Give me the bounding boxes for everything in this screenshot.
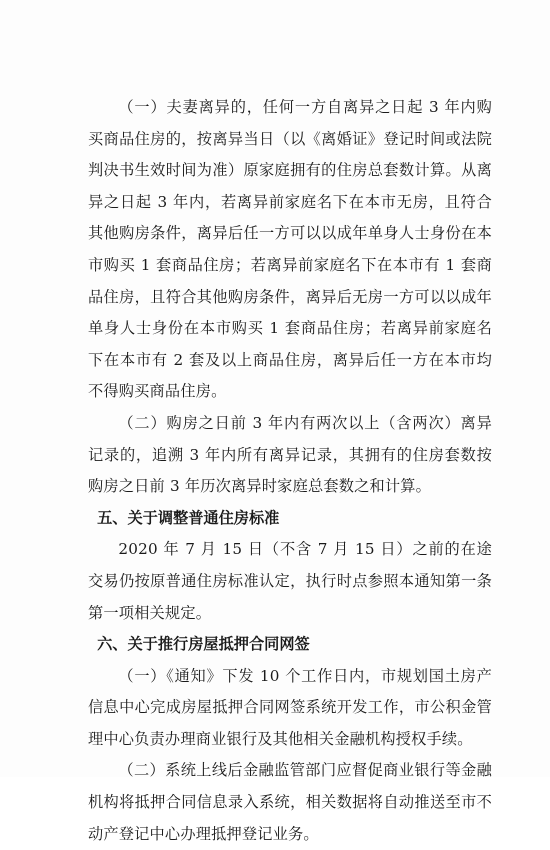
paragraph-mortgage-2: （二）系统上线后金融监管部门应督促商业银行等金融机构将抵押合同信息录入系统，相关数据将自动推送至市不动产登记中心办理抵押登记业务。: [88, 761, 492, 843]
paragraph-mortgage-1: （一）《通知》下发 10 个工作日内，市规划国土房产信息中心完成房屋抵押合同网签系统开发工作，市公积金管理中心负责办理商业银行及其他相关金融机构授权手续。: [88, 666, 492, 748]
section-heading-5: 五、关于调整普通住房标准: [97, 508, 280, 527]
document-body: [88, 92, 492, 850]
paragraph-divorce-2: （二）购房之日前 3 年内有两次以上（含两次）离异记录的，追溯 3 年内所有离异记录，其拥有的住房套数按购房之日前 3 年历次离异时家庭总套数之和计算。: [88, 413, 492, 496]
paragraph-standard: 2020 年 7 月 15 日（不含 7 月 15 日）之前的在途交易仍按原普通住房标准认定，执行时点参照本通知第一条第一项相关规定。: [88, 540, 492, 622]
section-heading-6: 六、关于推行房屋抵押合同网签: [97, 635, 310, 654]
paragraph-divorce-1: （一）夫妻离异的，任何一方自离异之日起 3 年内购买商品住房的，按离异当日（以《离婚证》登记时间或法院判决书生效时间为准）原家庭拥有的住房总套数计算。从离异之日起 3 年内，若离异前家庭名下在本市无房，且符合其他购房条件，离异后任一方可以以成年单身人士身份在本市购买 1 套商品住房；若离异前家庭名下在本市有 1 套商品住房，且符合其他购房条件，离异后无房一方可以以成年单身人士身份在本市购买 1 套商品住房；若离异前家庭名下在本市有 2 套及以上商品住房，离异后任一方在本市均不得购买商品住房。: [88, 98, 492, 401]
